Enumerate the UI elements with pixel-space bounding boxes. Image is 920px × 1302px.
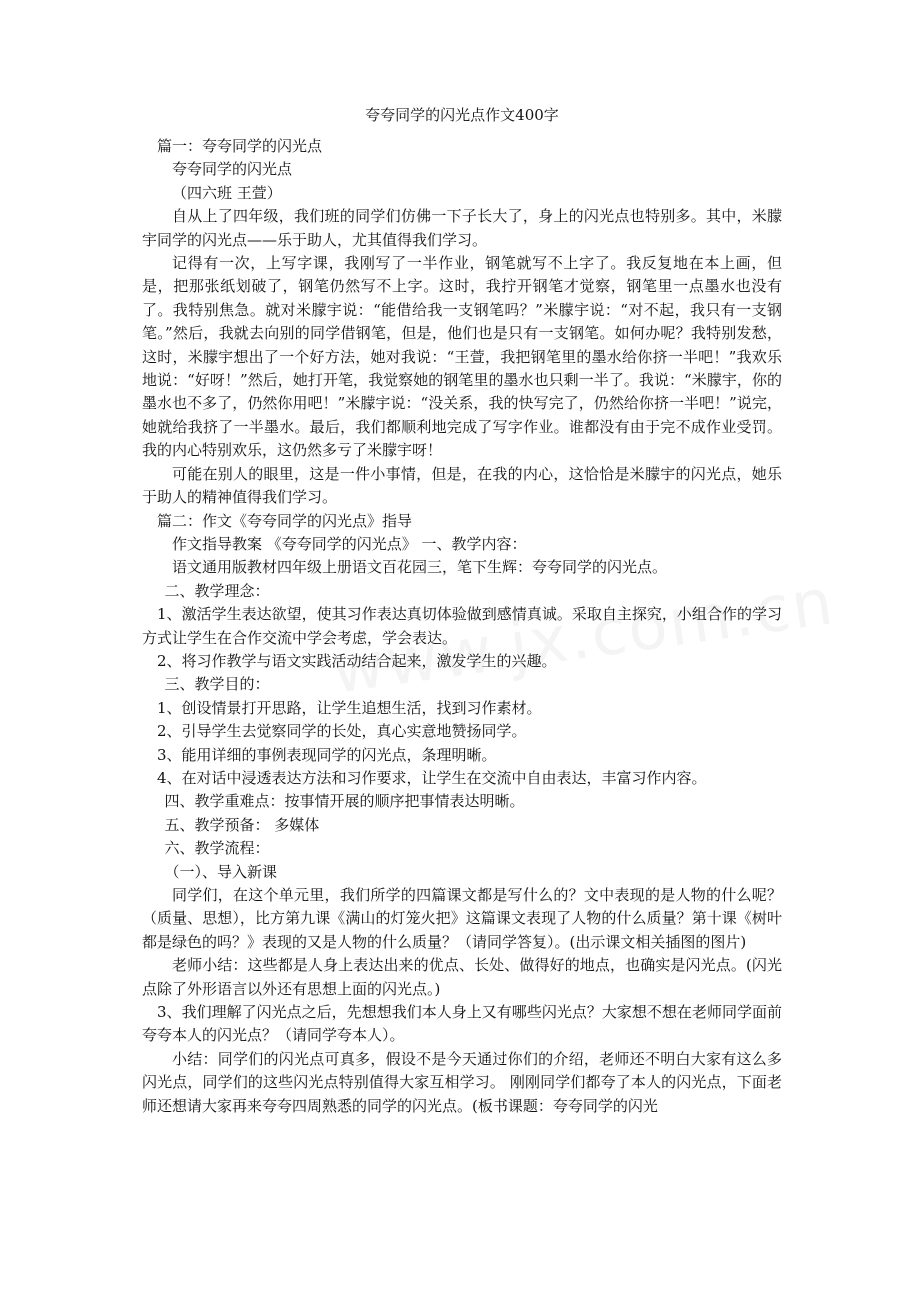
paragraph: 篇二：作文《夸夸同学的闪光点》指导 (157, 511, 413, 530)
paragraph: 记得有一次，上写字课，我刚写了一半作业，钢笔就写不上字了。我反复地在本上画，但是，把那张纸划破了，钢笔仍然写不上字。这时，我拧开钢笔才觉察，钢笔里一点墨水也没有了。我特别焦急。就对米朦宇说：“能借给我一支钢笔吗？”米朦宇说：“对不起，我只有一支钢笔。”然后，我就去向别的同学借钢笔，但是，他们也是只有一支钢笔。如何办呢？我特别发愁，这时，米朦宇想出了一个好方法，她对我说：“王萱，我把钢笔里的墨水给你挤一半吧！”我欢乐地说：“好呀！”然后，她打开笔，我觉察她的钢笔里的墨水也只剩一半了。我说：“米朦宇，你的墨水也不多了，仍然你用吧！”米朦宇说：“没关系，我的快写完了，仍然给你挤一半吧！”说完，她就给我挤了一半墨水。最后，我们都顺利地完成了写字作业。谁都没有由于完不成作业受罚。我的内心特别欢乐，这仍然多亏了米朦宇呀！ (142, 254, 782, 460)
paragraph: （四六班 王萱） (172, 183, 282, 202)
paragraph: 老师小结：这些都是人身上表达出来的优点、长处、做得好的地点，也确实是闪光点。(闪光点除了外形语言以外还有思想上面的闪光点。) (142, 956, 782, 998)
paragraph: 夸夸同学的闪光点 (172, 160, 293, 179)
paragraph: （一）、导入新课 (164, 862, 278, 881)
document-body (142, 104, 782, 1118)
paragraph: 2、引导学生去觉察同学的长处，真心实意地赞扬同学。 (157, 722, 527, 741)
paragraph: 作文指导教案 《夸夸同学的闪光点》 一、教学内容： (172, 534, 527, 553)
paragraph: 3、我们理解了闪光点之后，先想想我们本人身上又有哪些闪光点？大家想不想在老师同学面前夸夸本人的闪光点？（请同学夸本人）。 (142, 1003, 782, 1045)
paragraph: 篇一：夸夸同学的闪光点 (157, 137, 323, 155)
paragraph: 五、教学预备： 多媒体 (164, 815, 320, 834)
paragraph: 同学们，在这个单元里，我们所学的四篇课文都是写什么的？文中表现的是人物的什么呢？（质量、思想），比方第九课《满山的灯笼火把》这篇课文表现了人物的什么质量？第十课《树叶都是绿色的吗？》表现的又是人物的什么质量？（请同学答复）。(出示课文相关插图的图片) (142, 886, 782, 951)
paragraph: 自从上了四年级，我们班的同学们仿佛一下子长大了，身上的闪光点也特别多。其中，米朦宇同学的闪光点——乐于助人，尤其值得我们学习。 (142, 207, 782, 249)
paragraph: 六、教学流程： (164, 839, 270, 858)
paragraph: 二、教学理念： (164, 581, 270, 600)
paragraph: 2、将习作教学与语文实践活动结合起来，激发学生的兴趣。 (157, 651, 557, 670)
paragraph: 3、能用详细的事例表现同学的闪光点，条理明晰。 (157, 745, 497, 764)
document-title: 夸夸同学的闪光点作文400字 (365, 106, 559, 124)
paragraph: 可能在别人的眼里，这是一件小事情，但是，在我的内心，这恰恰是米朦宇的闪光点，她乐于助人的精神值得我们学习。 (142, 464, 782, 507)
paragraph: 四、教学重难点：按事情开展的顺序把事情表达明晰。 (164, 792, 525, 811)
paragraph: 语文通用版教材四年级上册语文百花园三，笔下生辉：夸夸同学的闪光点。 (172, 558, 668, 577)
paragraph: 小结：同学们的闪光点可真多，假设不是今天通过你们的介绍，老师还不明白大家有这么多闪光点，同学们的这些闪光点特别值得大家互相学习。 刚刚同学们都夸了本人的闪光点，下面老师还想请大家再来夸夸四周熟悉的同学的闪光点。(板书课题：夸夸同学的闪光 (142, 1049, 782, 1115)
paragraph: 1、激活学生表达欲望，使其习作表达真切体验做到感情真诚。采取自主探究，小组合作的学习方式让学生在合作交流中学会考虑，学会表达。 (142, 605, 782, 647)
paragraph: 三、教学目的： (164, 675, 270, 694)
paragraph: 4、在对话中浸透表达方法和习作要求，让学生在交流中自由表达，丰富习作内容。 (157, 768, 707, 787)
paragraph: 1、创设情景打开思路，让学生追想生活，找到习作素材。 (157, 698, 542, 717)
paragraph-list (142, 135, 782, 1118)
